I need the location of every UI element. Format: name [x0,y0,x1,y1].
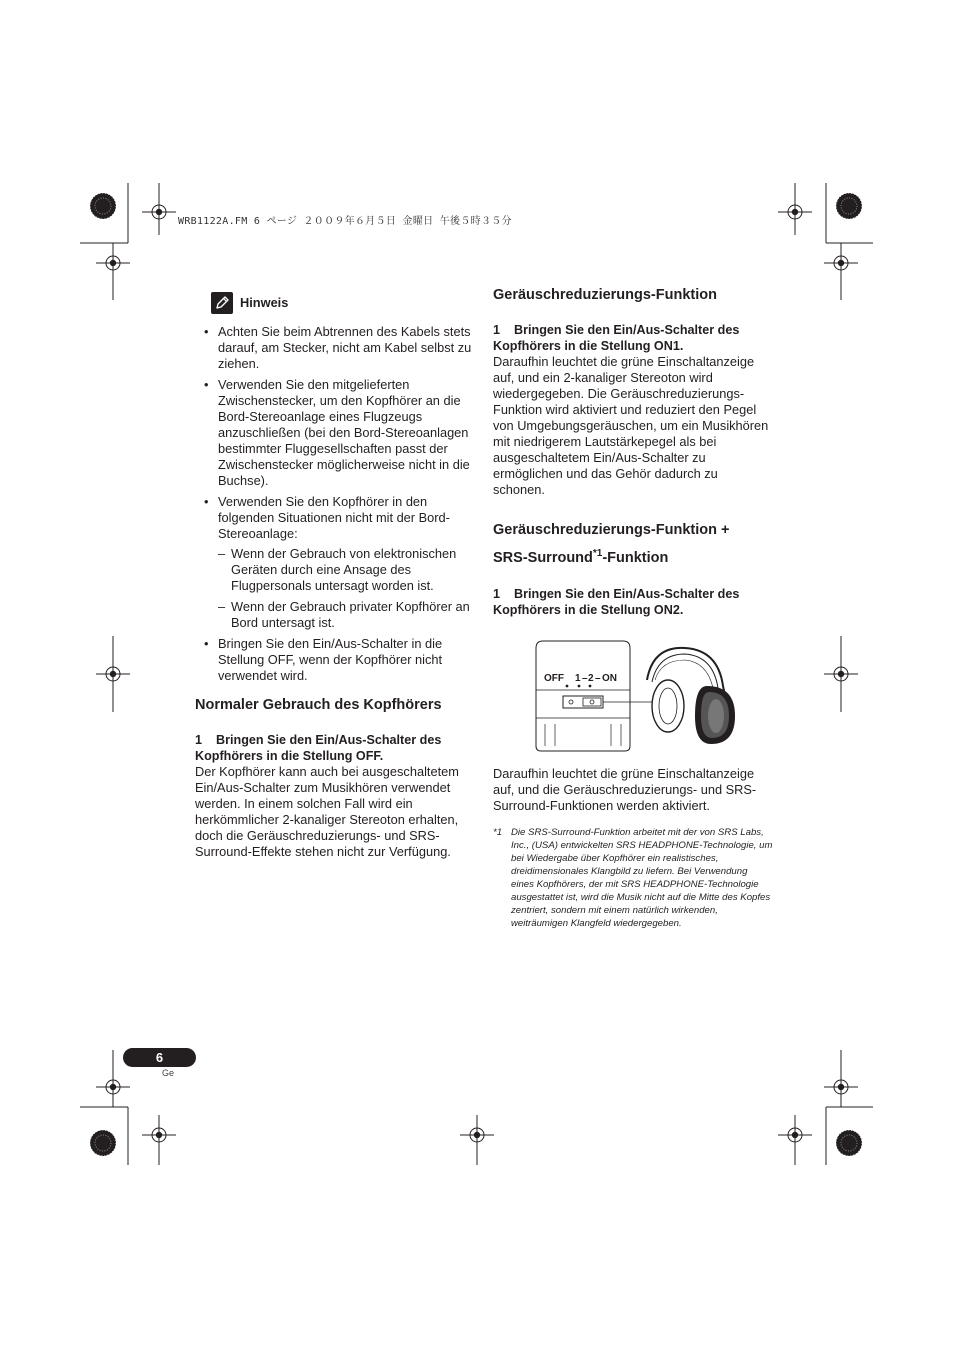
headphone-icon [647,648,735,744]
dash-2: – [595,672,601,684]
step-instruction [493,322,773,354]
list-item-text: Verwenden Sie den Kopfhörer in den folgenden Situationen nicht mit der Bord-Stereoanlage: [218,494,450,541]
section-body: Der Kopfhörer kann auch bei ausgeschaltetem Ein/Aus-Schalter zum Musikhören verwendet werden. In einem solchen Fall wird ein herkömmlicher 2-kanaliger Stereoton erhalten, doch die Geräuschreduzierungs- und SRS-Surround-Effekte stehen nicht zur Verfügung. [195,764,459,859]
star-target-top-left [90,193,116,219]
crosshair-bottom-right-2 [778,1118,812,1152]
list-item: • Achten Sie beim Abtrennen des Kabels stets darauf, am Stecker, nicht am Kabel selbst zu ziehen. [195,324,473,372]
label-on: ON [602,672,617,684]
list-item: • Bringen Sie den Ein/Aus-Schalter in die Stellung OFF, wenn der Kopfhörer nicht verwendet wird. [195,636,473,684]
footnote [493,826,773,930]
crop-lines-top [80,183,873,300]
left-column [195,292,473,860]
section-body: Daraufhin leuchtet die grüne Einschaltanzeige auf, und ein 2-kanaliger Stereoton wird wiedergegeben. Die Geräuschreduzierungs-Funktion wird aktiviert und reduziert den Pegel von Umgebungsgeräuschen, um ein Musikhören mit niedrigerem Lautstärkepegel als bei ausgeschaltetem Ein/Aus-Schalter zu ermöglichen und das Gehör dadurch zu schonen. [493,354,769,497]
crosshair-bottom-left-2 [142,1118,176,1152]
crosshair-top-right-2 [824,246,858,280]
label-on1: 1 [575,672,581,684]
right-column [493,286,773,930]
star-target-bottom-left [90,1130,116,1156]
label-on2: 2 [588,672,594,684]
crosshair-bottom-left-1 [96,1070,130,1104]
section-heading-normal: Normaler Gebrauch des Kopfhörers [195,697,442,713]
note-title: Hinweis [240,295,289,310]
crosshair-top-left-2 [96,246,130,280]
sub-list-item: – Wenn der Gebrauch von elektronischen Geräten durch eine Ansage des Flugpersonals untersagt worden ist. [218,546,473,594]
section-body: Daraufhin leuchtet die grüne Einschaltanzeige auf, und die Geräuschreduzierungs- und SRS-Surround-Funktionen werden aktiviert. [493,765,757,813]
footnote-ref: *1 [592,548,603,559]
star-target-top-right [836,193,862,219]
heading-line: SRS-Surround [493,549,593,566]
step-instruction [493,586,773,618]
heading-line: -Funktion [602,549,669,566]
sub-list [218,546,473,631]
crosshair-mid-left [96,657,130,691]
section-heading-srs [493,518,773,570]
step-text: Bringen Sie den Ein/Aus-Schalter des Kopfhörers in die Stellung ON2. [493,586,740,617]
crosshair-mid-right [824,657,858,691]
crosshair-bottom-center [460,1118,494,1152]
note-list [195,324,473,684]
page-language-code: Ge [162,1068,175,1078]
section-heading-nc: Geräuschreduzierungs-Funktion [493,287,717,303]
step-number: 1 [493,323,501,337]
step-text: Bringen Sie den Ein/Aus-Schalter des Kopfhörers in die Stellung ON1. [493,323,740,353]
list-item: • Verwenden Sie den mitgelieferten Zwischenstecker, um den Kopfhörer an die Bord-Stereoanlage eines Flugzeugs anzuschließen (bei den Bord-Stereoanlagen bestimmter Fluggesellschaften passt der Zwischenstecker möglicherweise nicht in die Buchse). [195,377,473,489]
note-heading [211,292,473,314]
crosshair-top-left-1 [142,195,176,229]
crosshair-top-right-1 [778,195,812,229]
headphone-switch-illustration [535,640,775,752]
star-target-bottom-right [836,1130,862,1156]
pencil-note-icon [211,292,233,314]
heading-line: Geräuschreduzierungs-Funktion + [493,522,730,538]
step-number: 1 [493,586,501,601]
dash-1: – [582,672,588,684]
list-item [195,494,473,631]
footnote-text: Die SRS-Surround-Funktion arbeitet mit der von SRS Labs, Inc., (USA) entwickelten SRS HEADPHONE-Technologie, um bei Wiedergabe über Kopfhörer ein realistisches, dreidimensionales Klangbild zu liefern. Bei Verwendung eines Kopfhörers, der mit SRS HEADPHONE-Technologie ausgestattet ist, wird die Musik nicht auf die Mitte des Kopfes zentriert, sondern mit einem natürlich wirkenden, weiträumigen Klangfeld wiedergegeben. [511,826,773,929]
page-number-badge: 6 [123,1048,196,1067]
step-text: Bringen Sie den Ein/Aus-Schalter des Kopfhörers in die Stellung OFF. [195,733,442,763]
footnote-mark: *1 [493,826,503,838]
step-instruction [195,732,473,764]
step-number: 1 [195,733,203,747]
label-off: OFF [544,672,564,684]
print-header: WRB1122A.FM 6 ページ ２００９年６月５日 金曜日 午後５時３５分 [178,216,512,227]
sub-list-item: – Wenn der Gebrauch privater Kopfhörer an Bord untersagt ist. [218,599,473,631]
crosshair-bottom-right-1 [824,1070,858,1104]
